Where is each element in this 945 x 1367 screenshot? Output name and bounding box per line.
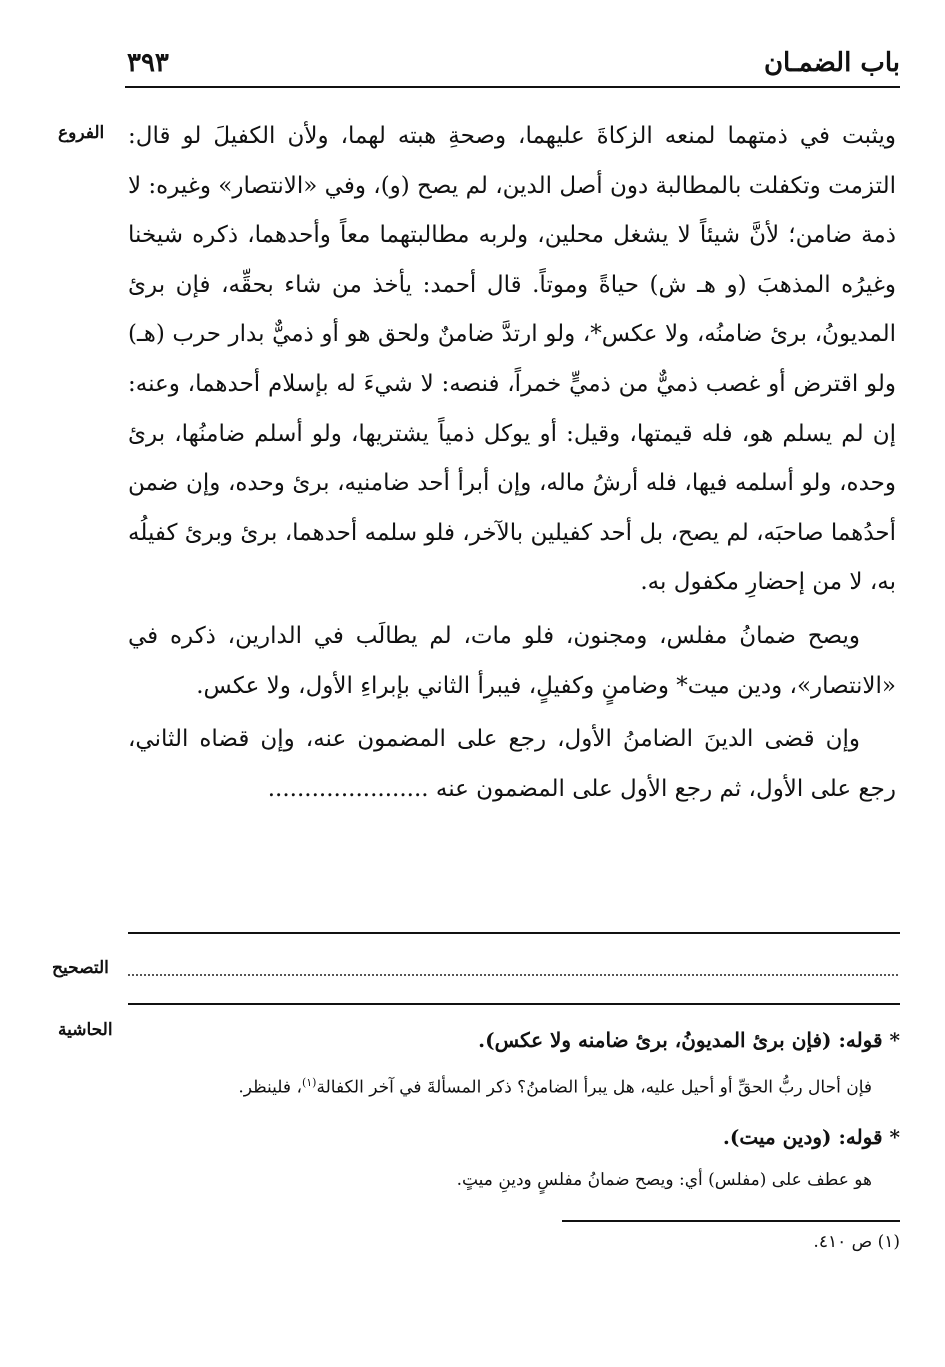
page-number: ٣٩٣: [127, 48, 169, 78]
hashiya-qawl-1: [140, 1022, 900, 1058]
chapter-title: باب الضمـان: [763, 48, 900, 78]
main-text: [128, 112, 896, 814]
footnote-ref: (١): [301, 1076, 317, 1089]
main-text-rule: [128, 932, 900, 934]
footnote-rule: [562, 1220, 900, 1222]
hashiya-gloss-1: [140, 1068, 872, 1103]
star-marker: *: [889, 1124, 900, 1149]
tashih-dotted-line: [128, 950, 898, 976]
footnote: (١) ص ٤١٠.: [813, 1232, 900, 1252]
main-paragraph-2: ويصح ضمانُ مفلس، ومجنون، فلو مات، لم يطالَب في الدارين، ذكره في «الانتصار»، ودين ميت* وضامنٍ وكفيلٍ، فيبرأ الثاني بإبراءِ الأول، ولا عكس.: [128, 622, 896, 699]
hashiya-block: [140, 1022, 900, 1211]
main-paragraph-1: ويثبت في ذمتهما لمنعه الزكاةَ عليهما، وصحةِ هبته لهما، ولأن الكفيلَ لو قال: التزمت وتكفلت بالمطالبة دون أصل الدين، لم يصح (و)، وفي «الانتصار» وغيره: لا ذمة ضامن؛ لأنَّ شيئاً لا يشغل محلين، ولربه مطالبتهما معاً وأحدهما، ذكره شيخنا وغيرُه المذهبَ (و هـ ش) حياةً وموتاً. قال أحمد: يأخذ من شاء بحقِّه، فإن برئ المديونُ، برئ ضامنُه، ولا عكس*، ولو ارتدَّ ضامنٌ ولحق هو أو ذميٌّ بدار حرب (هـ) ولو اقترض أو غصب ذميٌّ من ذميٍّ خمراً، فنصه: لا شيءَ له بإسلام أحدهما، وعنه: إن لم يسلم هو، فله قيمتها، وقيل: أو يوكل ذمياً يشتريها، ولو أسلم ضامنُها، برئ وحده، ولو أسلمه فيها، فله أرشُ ماله، وإن أبرأ أحد ضامنيه، برئ وحده، وإن ضمن أحدُهما صاحبَه، لم يصح، بل أحد كفيلين بالآخر، فلو سلمه أحدهما، برئ وبرئ كفيلُه به، لا من إحضارِ مكفول به.: [128, 123, 896, 596]
hashiya-qawl-2-text: قوله: (ودين ميت).: [722, 1124, 883, 1149]
star-marker: *: [889, 1028, 900, 1052]
side-label-hashiya: الحاشية: [58, 1020, 113, 1040]
hashiya-qawl-2: [140, 1119, 900, 1155]
header-rule: [125, 86, 900, 88]
hashiya-gloss-1-end: ، فلينظر.: [238, 1077, 302, 1098]
main-paragraph-3-text: وإن قضى الدينَ الضامنُ الأول، رجع على المضمون عنه، وإن قضاه الثاني، رجع على الأول، ثم رجع الأول على المضمون عنه: [128, 726, 896, 802]
page-header: [125, 48, 900, 84]
trailing-dots: ......................: [267, 775, 429, 802]
side-label-furu: الفروع: [58, 123, 105, 143]
main-paragraph-3: [128, 715, 896, 814]
hashiya-gloss-2-text: هو عطف على (مفلس) أي: ويصح ضمانُ مفلسٍ ودينِ ميتٍ.: [456, 1169, 872, 1190]
hashiya-gloss-2: [140, 1165, 872, 1195]
hashiya-qawl-1-text: قوله: (فإن برئ المديونُ، برئ ضامنه ولا عكس).: [478, 1028, 883, 1052]
tashih-rule: [128, 1003, 900, 1005]
hashiya-gloss-1-text: فإن أحال ربُّ الحقِّ أو أحيل عليه، هل يبرأ الضامنُ؟ ذكر المسألةَ في آخر الكفالة: [316, 1077, 872, 1098]
side-label-tashih: التصحيح: [52, 958, 109, 978]
